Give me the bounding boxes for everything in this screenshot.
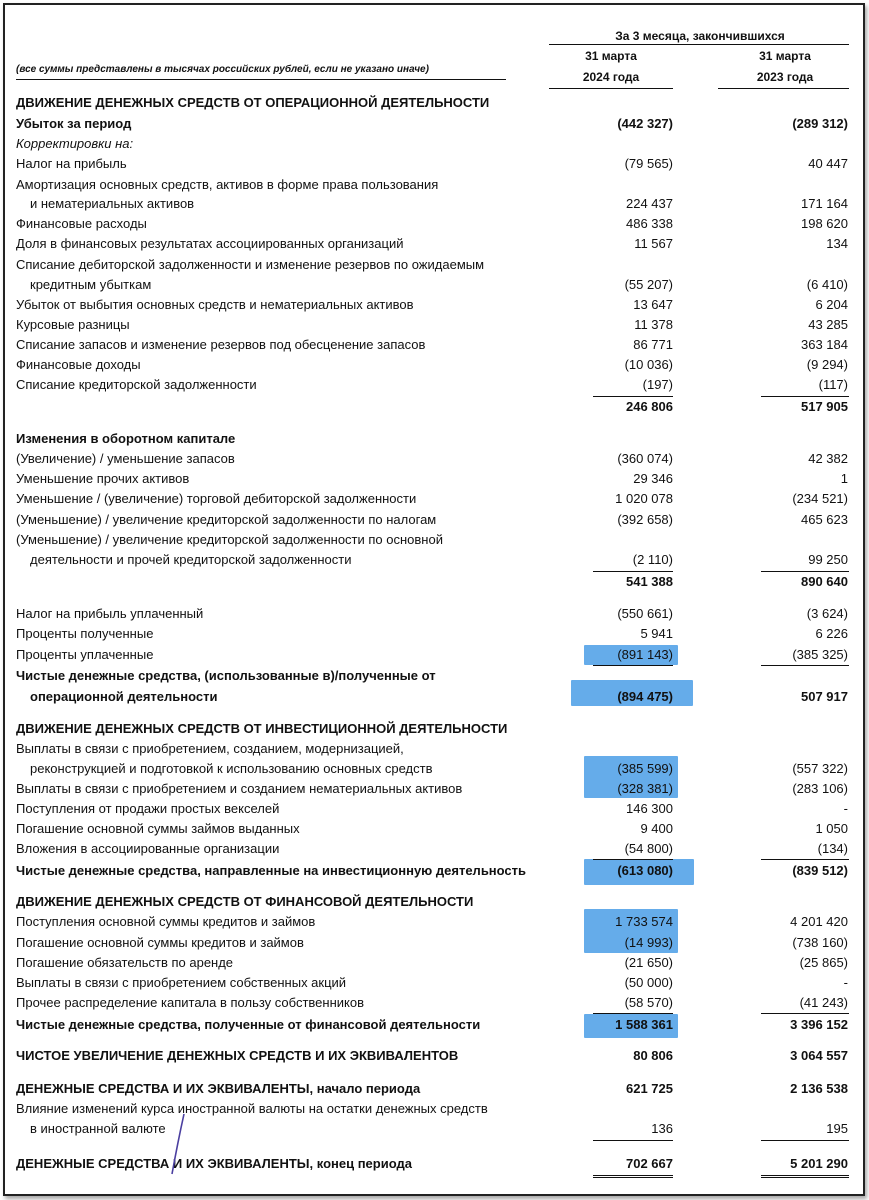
subtotal-line (761, 665, 849, 666)
col1-year: 2024 года (582, 70, 640, 84)
subtotal-line (761, 1140, 849, 1141)
closing-double-underline (593, 1175, 673, 1178)
units-note-underline (16, 79, 506, 80)
col2-header-underline (718, 88, 849, 89)
subtotal-line (593, 1013, 673, 1014)
subtotal-line (761, 571, 849, 572)
period-header: За 3 месяца, закончившихся (615, 29, 785, 43)
col1-header-underline (549, 88, 673, 89)
col2-year: 2023 года (756, 70, 814, 84)
closing-double-underline (761, 1175, 849, 1178)
subtotal-line (593, 396, 673, 397)
subtotal-line (593, 665, 673, 666)
units-note: (все суммы представлены в тысячах российских рублей, если не указано иначе) (16, 64, 429, 75)
col2-date: 31 марта (759, 49, 811, 63)
subtotal-line (761, 859, 849, 860)
subtotal-line (593, 571, 673, 572)
pen-mark (160, 1112, 190, 1176)
subtotal-line (593, 1140, 673, 1141)
period-underline (549, 44, 849, 45)
subtotal-line (761, 1013, 849, 1014)
subtotal-line (761, 396, 849, 397)
col1-date: 31 марта (585, 49, 637, 63)
subtotal-line (593, 859, 673, 860)
